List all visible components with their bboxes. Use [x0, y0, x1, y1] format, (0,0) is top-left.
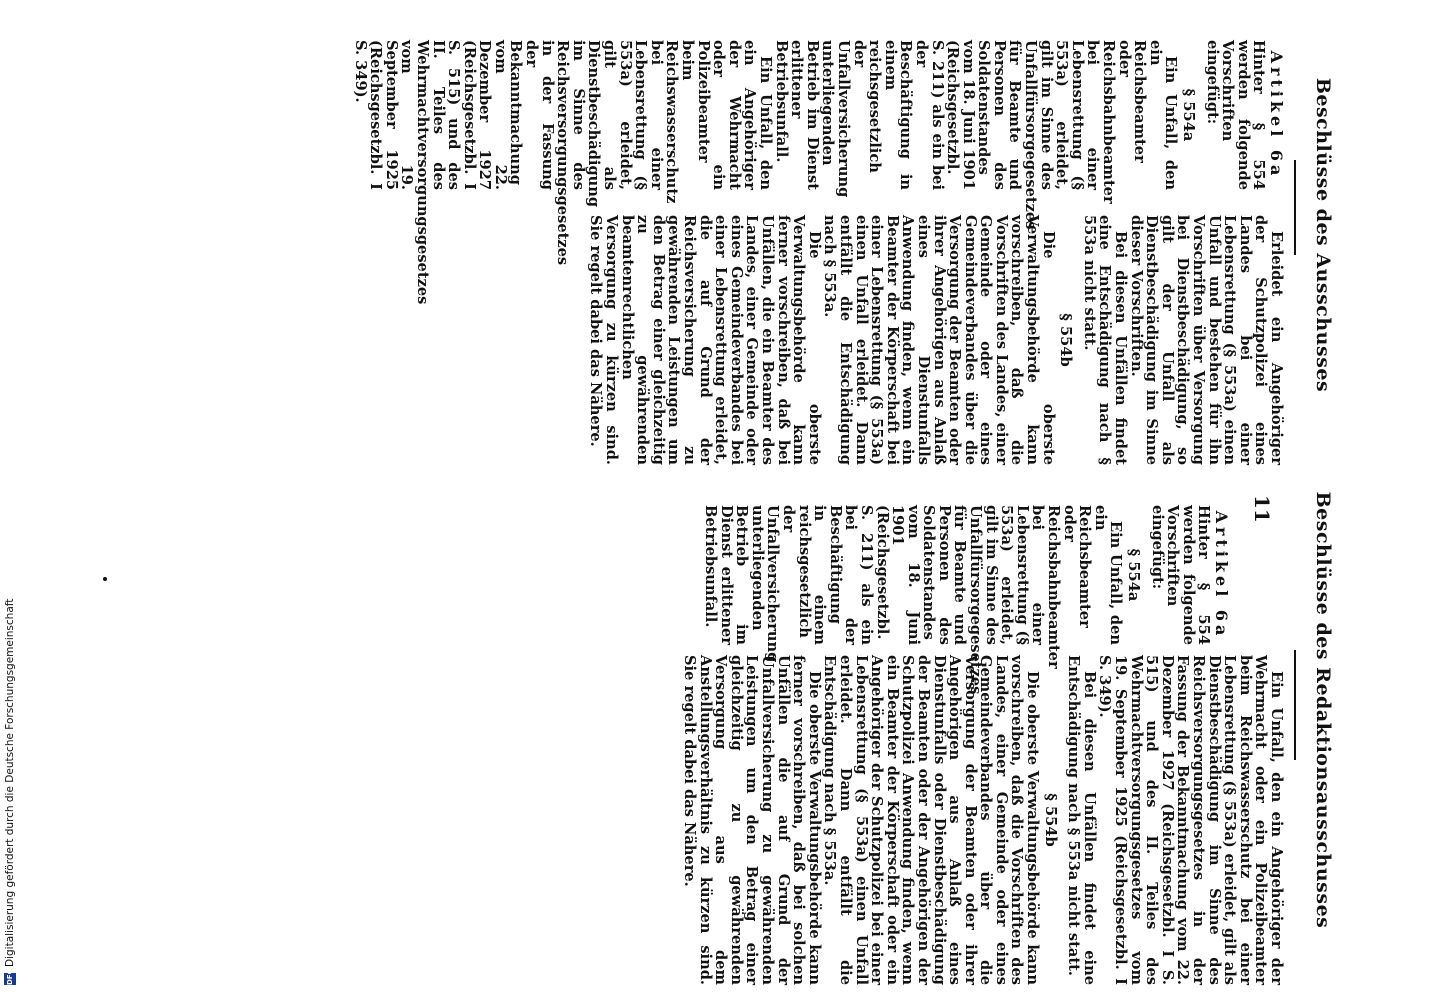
right-header-rule — [1294, 650, 1296, 760]
digitization-credit — [2, 0, 18, 985]
page-number: 11 — [1250, 495, 1274, 523]
left-article-heading: Artikel 6a — [1267, 50, 1286, 180]
left-header-rule — [1294, 160, 1296, 255]
left-page-column-2 — [588, 215, 1284, 465]
left-page-column-1 — [351, 40, 1286, 305]
left-section-554b: § 554b — [1057, 313, 1075, 367]
right-page-header: Beschlüsse des Redaktionsausschusses — [1312, 491, 1334, 929]
left-section-554a: § 554a — [1180, 88, 1198, 142]
left-paragraph-1: Ein Unfall, den ein Reichsbeamter oder Reichsbahnbeamter bei einer Lebensrettung (§ 553a) erleidet, gilt im Sinne des Unfallfürsorgegesetzes für Beamte und Personen des Soldatenstandes vom 18. Juni 1901 (Reichsgesetzbl. S. 211) als ein bei der Beschäftigung in einem reichsgesetzlich der Unfallversicherung unterliegenden Betrieb im Dienst erlittener Betriebsunfall. — [772, 40, 1180, 230]
right-section-554a: § 554a — [1125, 548, 1143, 602]
right-section-554b: § 554b — [1041, 793, 1059, 847]
right-page-column-1 — [702, 505, 1231, 695]
right-paragraph-5: Die oberste Verwaltungsbehörde kann ferner vorschreiben, daß bei solchen Unfällen die auf Grund der Unfallversicherung zu gewährenden Leistungen um den Betrag einer gleichzeitig zu gewährenden Versorgung aus dem Anstellungsverhältnis zu kürzen sind. Sie regelt dabei das Nähere. — [681, 655, 823, 985]
right-article-heading: Artikel 6a — [1212, 510, 1231, 640]
right-page-column-2 — [681, 655, 1284, 985]
scan-speck — [103, 577, 107, 581]
right-paragraph-1: Ein Unfall, den ein Reichsbeamter oder Reichsbahnbeamter bei einer Lebensrettung (§ 553a) erleidet, gilt im Sinne des Unfallfürsorgegesetzes für Beamte und Personen des Soldatenstandes vom 18. Juni 1901 (Reichsgesetzbl. S. 211) als ein bei der Beschäftigung in einem reichsgesetzlich der Unfallversicherung unterliegenden Betrieb im Dienst erlittener Betriebsunfall. — [702, 505, 1125, 695]
left-paragraph-3: Erleidet ein Angehöriger der Schutzpolizei eines Landes bei einer Lebensrettung (§ 553a) einen Unfall und bestehen für ihn Vorschriften über Versorgung bei Dienstbeschädigung, so gilt der Unfall als Dienstbeschädigung im Sinne dieser Vorschriften. — [1127, 215, 1285, 465]
right-paragraph-2: Ein Unfall, den ein Angehöriger der Wehrmacht oder ein Polizeibeamter beim Reichswasserschutz bei einer Lebensrettung (§ 553a) erleidet, gilt als Dienstbeschädigung im Sinne des Reichsversorgungsgesetzes in der Fassung der Bekanntmachung vom 22. Dezember 1927 (Reichsgesetzbl. I S. 515) und des II. Teiles des Wehrmachtversorgungsgesetzes vom 19. September 1925 (Reichsgesetzbl. I S. 349). — [1096, 655, 1285, 985]
credit-text: Digitalisierung gefördert durch die Deutsche Forschungsgemeinschaft — [4, 598, 16, 967]
left-paragraph-5: Die oberste Verwaltungsbehörde kann vorschreiben, daß die Vorschriften des Landes, einer Gemeinde oder eines Gemeindeverbandes über die Versorgung der Beamten oder ihrer Angehörigen aus Anlaß eines Dienstunfalls Anwendung finden, wenn ein Beamter der Körperschaft bei einer Lebensrettung (§ 553a) einen Unfall erleidet. Dann entfällt die Entschädigung nach § 553a. — [821, 215, 1057, 465]
right-paragraph-4: Die oberste Verwaltungsbehörde kann vorschreiben, daß die Vorschriften des Landes, einer Gemeinde oder eines Gemeindeverbandes über die Versorgung der Beamten oder ihrer Angehörigen aus Anlaß eines Dienstunfalls oder Dienstbeschädigung der Beamten oder der Angehörigen der Schutzpolizei Anwendung finden, wenn ein Beamter der Körperschaft oder ein Angehöriger der Schutzpolizei bei einer Lebensrettung (§ 553a) einen Unfall erleidet. Dann entfällt die Entschädigung nach § 553a. — [821, 655, 1042, 985]
left-intro: Hinter § 554 werden folgende Vorschriften eingefügt: — [1203, 40, 1268, 190]
left-paragraph-2: Ein Unfall, den ein Angehöriger der Wehrmacht oder ein Polizeibeamter beim Reichswasserschutz bei einer Lebensrettung (§ 553a) erleidet, gilt als Dienstbeschädigung im Sinne des Reichsversorgungsgesetzes in der Fassung der Bekanntmachung vom 22. Dezember 1927 (Reichsgesetzbl. I S. 515) und des II. Teiles des Wehrmachtversorgungsgesetzes vom 19. September 1925 (Reichsgesetzbl. I S. 349). — [351, 40, 774, 305]
left-paragraph-4: Bei diesen Unfällen findet eine Entschädigung nach § 553a nicht statt. — [1080, 215, 1130, 465]
right-paragraph-3: Bei diesen Unfällen findet eine Entschädigung nach § 553a nicht statt. — [1065, 655, 1098, 985]
right-intro: Hinter § 554 werden folgende Vorschriften eingefügt: — [1148, 505, 1213, 645]
dfg-logo-icon: DFG — [6, 968, 14, 985]
left-page-header: Beschlüsse des Ausschusses — [1312, 77, 1334, 393]
left-paragraph-6: Die oberste Verwaltungsbehörde kann ferner vorschreiben, daß bei Unfällen, die ein Beamter des Landes, einer Gemeinde oder eines Gemeindeverbandes bei einer Lebensrettung erleidet, die auf Grund der Reichsversicherung zu gewährenden Leistungen um den Betrag einer gleichzeitig zu gewährenden beamtenrechtlichen Versorgung zu kürzen sind. Sie regelt dabei das Nähere. — [587, 215, 823, 465]
